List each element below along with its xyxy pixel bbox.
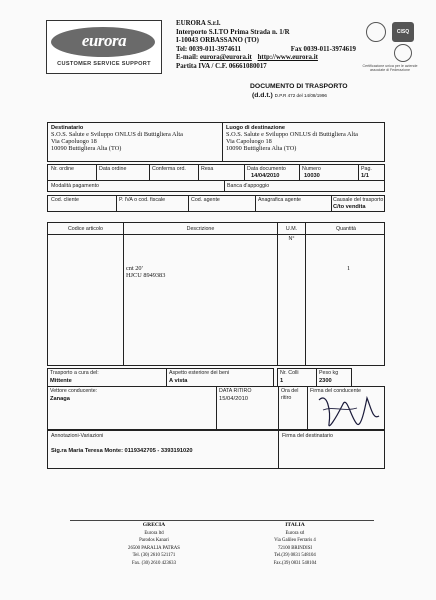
causale-trasporto-label: Causale del trasporto <box>333 197 384 203</box>
italy-line5: Fax.(39) 0831 548104 <box>273 560 317 566</box>
resa-label: Resa <box>201 166 214 172</box>
anagrafica-agente-label: Anagrafica agente <box>258 197 301 203</box>
modalita-pagamento-label: Modalità pagamento <box>51 183 99 189</box>
greece-title: GRECIA <box>142 522 166 528</box>
ora-ritiro-label-2: ritiro <box>281 395 292 401</box>
company-name: EURORA S.r.l. <box>176 20 221 27</box>
driver-signature <box>313 390 383 430</box>
item-quantity: 1 <box>347 265 351 272</box>
data-ritiro-label: DATA RITIRO <box>219 388 252 394</box>
destinazione-label: Luogo di destinazione <box>226 125 286 131</box>
italy-title: ITALIA <box>285 522 305 528</box>
destinatario-box <box>47 122 223 162</box>
footer-greece <box>110 522 198 568</box>
conferma-ordine-label: Conferma ord. <box>152 166 186 172</box>
company-web-link[interactable]: http://www.eurora.it <box>257 54 318 62</box>
company-fax: Fax 0039-011-3974619 <box>290 45 356 53</box>
nr-colli-value: 1 <box>280 378 284 384</box>
col-um-numero: N° <box>288 236 295 242</box>
italy-line4: Tel.(39) 0831 548104 <box>274 553 316 559</box>
vettore-value: Zanaga <box>50 396 70 402</box>
banca-appoggio-label: Banca d'appoggio <box>227 183 270 189</box>
order-row <box>47 164 385 181</box>
items-table <box>47 222 385 366</box>
document-title-block <box>250 82 348 100</box>
causale-trasporto-value: C/to vendita <box>333 204 366 210</box>
company-city: I-10043 ORBASSANO (TO) <box>176 37 259 45</box>
footer-divider <box>70 520 374 521</box>
company-logo <box>46 20 162 74</box>
nr-ordine-label: Nr. ordine <box>51 166 74 172</box>
pag-label: Pag. <box>361 166 372 172</box>
document-subtitle: (d.d.t.) <box>252 92 273 99</box>
company-address: Interporto S.I.TO Prima Strada n. 1/R <box>176 28 290 36</box>
cert-note: Certificazione unica per le aziende associate di Federazione <box>362 64 418 72</box>
col-codice-articolo: Codice articolo <box>67 226 104 232</box>
annotazioni-label: Annotazioni-Variazioni <box>51 433 104 439</box>
destinazione-line2: Via Capoluogo 18 <box>226 138 272 146</box>
destinazione-line1: S.O.S. Salute e Sviluppo ONLUS di Buttigliera Alta <box>226 131 358 139</box>
cod-agente-label: Cod. agente <box>191 197 220 203</box>
greece-line5: Fax. (30) 2610 423633 <box>132 560 176 566</box>
aspetto-beni-value: A vista <box>169 378 188 384</box>
aspetto-beni-label: Aspetto esteriore dei beni <box>169 370 230 376</box>
certification-area <box>360 20 420 72</box>
item-description-line1: cnt 20' <box>126 265 143 272</box>
vettore-label: Vettore conducente: <box>50 388 98 394</box>
cod-cliente-label: Cod. cliente <box>51 197 79 203</box>
data-ordine-label: Data ordine <box>99 166 127 172</box>
client-row <box>47 195 385 212</box>
data-ritiro-value: 15/04/2010 <box>219 396 249 402</box>
italy-line2: Via Galileo Ferraris 4 <box>274 538 316 544</box>
destinatario-line1: S.O.S. Salute e Sviluppo ONLUS di Buttigliera Alta <box>51 131 183 139</box>
peso-kg-label: Peso kg <box>319 370 339 376</box>
annotazioni-value: Sig.ra Maria Teresa Monte: 0119342705 - 3393191020 <box>51 448 193 454</box>
item-description-line2: HJCU 8949383 <box>126 272 166 279</box>
cert-cisq-badge: CISQ <box>392 22 414 42</box>
destinatario-line3: 10090 Buttigliera Alta (TO) <box>51 145 122 153</box>
company-tel: Tel: 0039-011-3974611 <box>176 45 242 53</box>
destinatario-label: Destinatario <box>51 125 84 131</box>
footer-italy <box>250 522 340 568</box>
numero-value: 10030 <box>304 173 320 179</box>
pag-value: 1/1 <box>361 173 369 179</box>
firma-destinatario-label: Firma del destinatario <box>282 433 333 439</box>
cert-seal-icon <box>366 22 386 42</box>
numero-label: Numero <box>302 166 321 172</box>
destinazione-line3: 10090 Buttigliera Alta (TO) <box>226 145 297 153</box>
col-um: U.M. <box>285 226 298 232</box>
data-documento-value: 14/04/2010 <box>251 173 280 179</box>
payment-row <box>47 180 385 192</box>
italy-line1: Eurora srl <box>285 530 305 536</box>
col-quantita: Quantità <box>335 226 357 232</box>
piva-label: P. IVA o cod. fiscale <box>119 197 166 203</box>
destinazione-box <box>222 122 385 162</box>
peso-kg-value: 2300 <box>319 378 332 384</box>
greece-line2: Parodos Kanari <box>139 538 169 544</box>
notes-box <box>47 430 279 469</box>
trasporto-label: Trasporto a cura del: <box>50 370 99 376</box>
cert-iqnet-icon <box>394 44 412 62</box>
nr-colli-label: Nr. Colli <box>280 370 299 376</box>
document-title: DOCUMENTO DI TRASPORTO <box>250 83 348 90</box>
firma-conducente-label: Firma del conducente <box>310 388 361 394</box>
greece-line1: Eurora ltd <box>144 530 164 536</box>
company-header <box>176 20 356 72</box>
col-descrizione: Descrizione <box>186 226 215 232</box>
company-email-link[interactable]: eurora@eurora.it <box>199 54 252 62</box>
company-email-label: E-mail: <box>176 54 199 62</box>
document-ref: D.P.R 472 del 14/08/1996 <box>274 93 327 98</box>
logo-brand-text: eurora <box>81 31 127 50</box>
destinatario-line2: Via Capoluogo 18 <box>51 138 97 146</box>
company-vat: Partita IVA / C.F. 06661080017 <box>176 62 267 70</box>
trasporto-value: Mittente <box>50 378 72 384</box>
logo-tagline: CUSTOMER SERVICE SUPPORT <box>57 61 151 67</box>
firma-destinatario-box <box>278 430 385 469</box>
italy-line3: 72100 BRINDISI <box>278 545 312 551</box>
greece-line3: 26500 PARALIA PATRAS <box>128 545 180 551</box>
greece-line4: Tel. (30) 2610 521171 <box>132 553 176 559</box>
data-documento-label: Data documento <box>247 166 286 172</box>
ora-ritiro-label: Ora del <box>281 388 299 394</box>
transport-section <box>47 368 385 431</box>
